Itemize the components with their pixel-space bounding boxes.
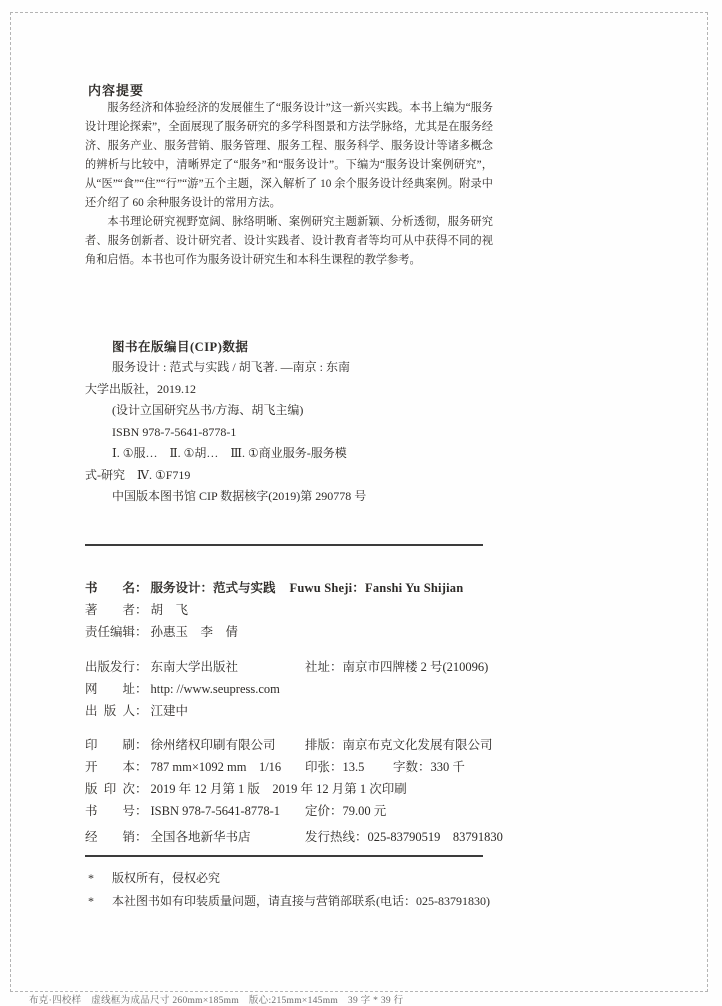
row-value: 东南大学出版社 bbox=[150, 660, 239, 674]
colophon-row bbox=[85, 577, 645, 599]
row-value: 胡 飞 bbox=[150, 603, 189, 617]
row-colon: ： bbox=[135, 782, 148, 796]
cip-line: Ⅰ. ①服… Ⅱ. ①胡… Ⅲ. ①商业服务-服务模 bbox=[112, 446, 347, 460]
row-value: http: //www.seupress.com bbox=[150, 682, 280, 696]
cip-line: 服务设计 : 范式与实践 / 胡飞著. —南京 : 东南 bbox=[112, 360, 351, 374]
colophon-row bbox=[85, 599, 645, 621]
cip-line: 式-研究 Ⅳ. ①F719 bbox=[85, 467, 191, 482]
row-secondary-col: 发行热线：025-83790519 83791830 bbox=[305, 830, 503, 844]
colophon-row bbox=[85, 778, 645, 800]
cip-line: 大学出版社，2019.12 bbox=[85, 381, 197, 396]
row-label: 著者 bbox=[85, 603, 135, 617]
asterisk-marker: * bbox=[88, 894, 94, 908]
row-label: 书名 bbox=[85, 581, 135, 595]
colophon-row bbox=[85, 678, 645, 700]
row-value: 江建中 bbox=[150, 704, 189, 718]
copyright-notes bbox=[88, 867, 668, 913]
row-value: 2019 年 12 月第 1 版 2019 年 12 月第 1 次印刷 bbox=[150, 782, 407, 796]
row-colon: ： bbox=[135, 660, 148, 674]
row-secondary-col: 字数：330 千 bbox=[393, 760, 465, 774]
colophon-row bbox=[85, 700, 645, 722]
colophon-row bbox=[85, 621, 645, 643]
cip-line: ISBN 978-7-5641-8778-1 bbox=[112, 424, 237, 439]
abstract-block bbox=[85, 99, 493, 270]
row-secondary-col: 印张：13.5 bbox=[305, 760, 365, 774]
row-secondary-col: 排版：南京布克文化发展有限公司 bbox=[305, 738, 493, 752]
row-label: 版印次 bbox=[85, 782, 135, 796]
divider-rule-top bbox=[85, 544, 483, 546]
row-label: 经销 bbox=[85, 830, 135, 844]
row-value: 787 mm×1092 mm 1/16 bbox=[150, 760, 282, 774]
colophon-row bbox=[85, 756, 645, 778]
colophon-row bbox=[85, 800, 645, 822]
row-value: ISBN 978-7-5641-8778-1 bbox=[150, 804, 281, 818]
copyright-note bbox=[88, 867, 668, 890]
copyright-note bbox=[88, 890, 668, 913]
colophon-rows bbox=[85, 577, 645, 848]
asterisk-marker: * bbox=[88, 871, 94, 885]
row-label: 书号 bbox=[85, 804, 135, 818]
abstract-paragraph-1: 服务经济和体验经济的发展催生了“服务设计”这一新兴实践。本书上编为“服务设计理论探索”，全面展现了服务研究的多学科图景和方法学脉络，尤其是在服务经济、服务产业、服务营销、服务管理、服务工程、服务科学、服务设计等诸多概念的辨析与比较中，清晰界定了“服务”和“服务设计”。下编为“服务设计案例研究”，从“医”“食”“住”“行”“游”五个主题，深入解析了 10 余个服务设计经典案例。附录中还介绍了 60 余种服务设计的常用方法。 bbox=[85, 102, 493, 209]
row-value: 徐州绪权印刷有限公司 bbox=[150, 738, 276, 752]
row-label: 责任编辑 bbox=[85, 625, 136, 639]
cip-line: (设计立国研究丛书/方海、胡飞主编) bbox=[112, 403, 304, 417]
note-text: 版权所有，侵权必究 bbox=[112, 871, 221, 885]
cip-line: 中国版本图书馆 CIP 数据核字(2019)第 290778 号 bbox=[112, 489, 367, 503]
print-proof-footer: 布克·四校样 虚线框为成品尺寸 260mm×185mm 版心:215mm×145mm 39 字 * 39 行 bbox=[29, 996, 404, 1006]
row-label: 网址 bbox=[85, 682, 135, 696]
row-colon: ： bbox=[135, 603, 148, 617]
book-title-pinyin: Fuwu Sheji：Fanshi Yu Shijian bbox=[289, 581, 464, 595]
row-colon: ： bbox=[135, 625, 148, 639]
colophon-row bbox=[85, 826, 645, 848]
abstract-heading: 内容提要 bbox=[88, 83, 145, 98]
divider-rule-bottom bbox=[85, 855, 483, 857]
row-secondary-col: 社址：南京市四牌楼 2 号(210096) bbox=[305, 660, 489, 674]
row-value: 服务设计：范式与实践 bbox=[150, 581, 276, 595]
row-colon: ： bbox=[135, 804, 148, 818]
row-label: 出版发行 bbox=[85, 660, 136, 674]
row-secondary-col: 定价：79.00 元 bbox=[305, 804, 387, 818]
row-colon: ： bbox=[135, 682, 148, 696]
cip-heading: 图书在版编目(CIP)数据 bbox=[112, 340, 249, 354]
colophon-row bbox=[85, 734, 645, 756]
row-colon: ： bbox=[135, 830, 148, 844]
row-colon: ： bbox=[135, 760, 148, 774]
note-text: 本社图书如有印装质量问题，请直接与营销部联系(电话：025-83791830) bbox=[112, 894, 490, 908]
row-colon: ： bbox=[135, 738, 148, 752]
row-colon: ： bbox=[135, 704, 148, 718]
colophon-row bbox=[85, 656, 645, 678]
row-value: 孙惠玉 李 倩 bbox=[150, 625, 239, 639]
abstract-paragraph-2: 本书理论研究视野宽阔、脉络明晰、案例研究主题新颖、分析透彻，服务研究者、服务创新者、设计研究者、设计实践者、设计教育者等均可从中获得不同的视角和启悟。本书也可作为服务设计研究生和本科生课程的教学参考。 bbox=[85, 216, 493, 266]
cip-block bbox=[85, 357, 495, 508]
row-label: 出版人 bbox=[85, 704, 135, 718]
row-colon: ： bbox=[135, 581, 148, 595]
row-label: 印刷 bbox=[85, 738, 135, 752]
row-value: 全国各地新华书店 bbox=[150, 830, 251, 844]
row-label: 开本 bbox=[85, 760, 135, 774]
